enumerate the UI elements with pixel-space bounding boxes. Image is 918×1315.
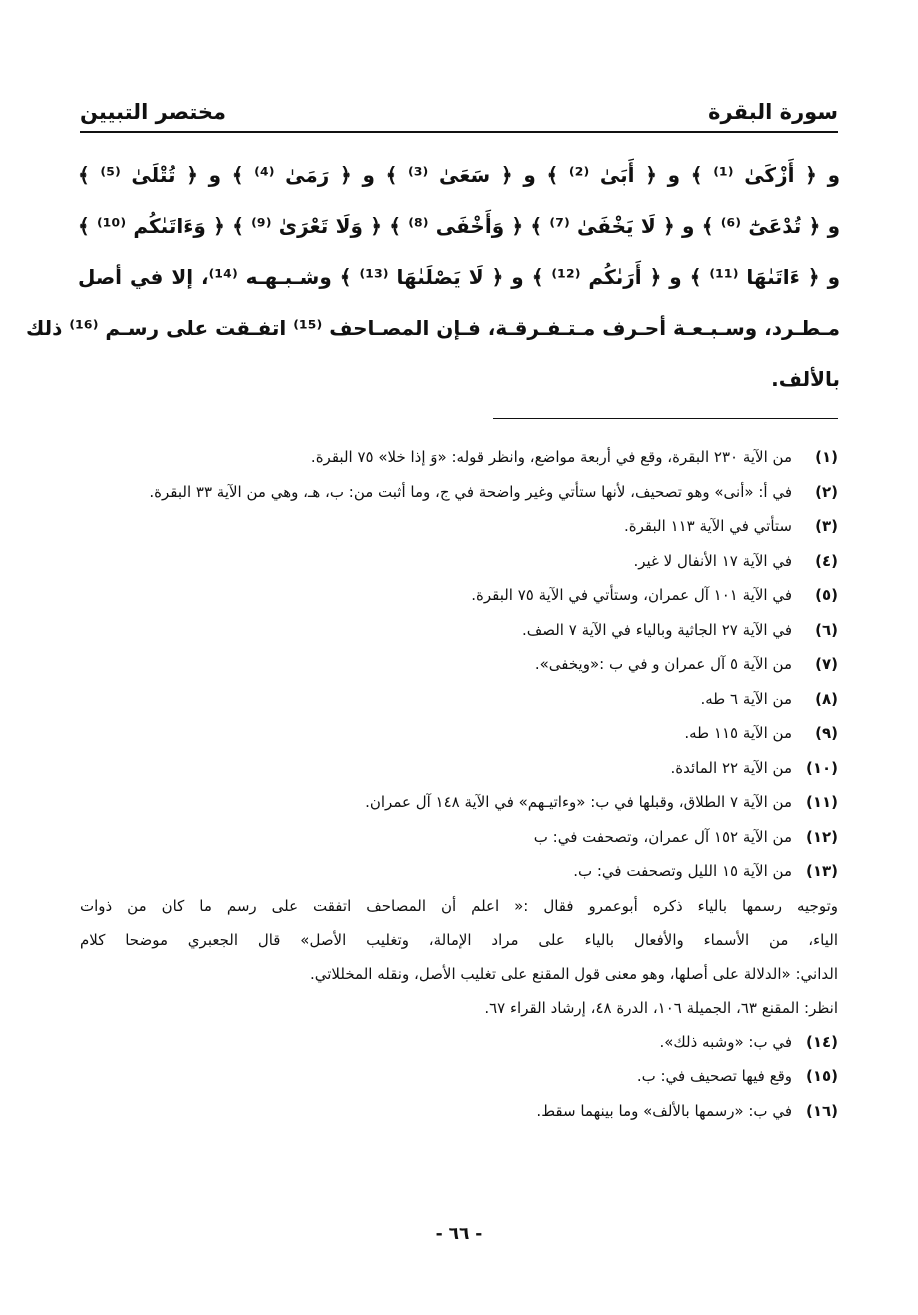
footnote-7 xyxy=(80,647,838,682)
footnote-number: (١٤) xyxy=(805,1032,838,1051)
page-number: - ٦٦ - xyxy=(435,1224,483,1244)
main-text xyxy=(26,150,841,405)
footnote-text: من الآية ٥ آل عمران و في ب :«ويخفى». xyxy=(534,655,792,673)
footnote-13-continuation-line: وتوجيه رسمها بالياء ذكره أبوعمرو فقال :« اعلم أن المصاحف اتفقت على رسم ما كان من ذوات xyxy=(80,896,838,915)
footnote-number: (١٠) xyxy=(805,758,838,777)
footnote-text: من الآية ٦ طه. xyxy=(700,689,792,708)
header-book-title: مختصر التبيين xyxy=(80,100,227,124)
footnote-text: من الآية ١١٥ طه. xyxy=(684,724,792,742)
footnote-11 xyxy=(80,785,838,820)
header-surah-title: سورة البقرة xyxy=(708,100,838,124)
footnote-number: (١٣) xyxy=(805,862,838,880)
footnote-13-continuation-line: انظر: المقنع ٦٣، الجميلة ١٠٦، الدرة ٤٨، إرشاد القراء ٦٧. xyxy=(484,998,838,1017)
footnote-text: من الآية ١٥٢ آل عمران، وتصحفت في: ب xyxy=(533,827,792,846)
footnote-number: (١٢) xyxy=(805,827,838,846)
footnote-number: (٣) xyxy=(815,517,838,535)
footnote-10 xyxy=(80,751,838,786)
footnote-number: (١) xyxy=(815,448,838,466)
header-rule xyxy=(80,131,838,133)
main-text-line: مـطـرد، وسـبـعـة أحـرف مـتـفـرقـة، فـإن المصـاحف ⁽¹⁵⁾ اتفـقت على رسـم ⁽¹⁶⁾ ذلك xyxy=(26,316,840,340)
footnote-text: في الآية ١٧ الأنفال لا غير. xyxy=(633,551,792,570)
main-text-line: و ﴿ ءَاتَىٰهَا ⁽¹¹⁾ ﴾ و ﴿ أَرَىٰكُم ⁽¹²⁾ ﴾ و ﴿ لَا يَصْلَىٰهَا ⁽¹³⁾ ﴾ وشـبـهـه ⁽¹⁴⁾، إلا في أصل xyxy=(78,265,840,289)
footnotes xyxy=(80,440,838,1128)
running-header xyxy=(80,84,838,124)
main-text-line: و ﴿ أَزْكَىٰ ⁽¹⁾ ﴾ و ﴿ أَبَىٰ ⁽²⁾ ﴾ و ﴿ سَعَىٰ ⁽³⁾ ﴾ و ﴿ رَمَىٰ ⁽⁴⁾ ﴾ و ﴿ تُتْلَىٰ ⁽⁵⁾ ﴾ xyxy=(78,163,840,187)
footnote-13-continuation-line: الياء، من الأسماء والأفعال بالياء على مراد الإمالة، وتغليب الأصل» قال الجعبري موضحا كلام xyxy=(80,930,838,949)
main-text-line: بالألف. xyxy=(771,367,840,391)
footnote-12 xyxy=(80,820,838,855)
footnote-text: ستأتي في الآية ١١٣ البقرة. xyxy=(624,517,792,535)
footnote-separator xyxy=(493,418,838,419)
footnote-number: (٥) xyxy=(815,586,838,604)
footnote-text: من الآية ٢٣٠ البقرة، وقع في أربعة مواضع، وانظر قوله: «وَ إذا خلا» ٧٥ البقرة. xyxy=(310,448,792,466)
footnote-number: (٦) xyxy=(815,620,838,639)
footnote-text: وقع فيها تصحيف في: ب. xyxy=(636,1067,792,1085)
footnote-6 xyxy=(80,613,838,648)
footnote-number: (١١) xyxy=(805,793,838,811)
footnote-text: من الآية ٧ الطلاق، وقبلها في ب: «وءاتيـهم» في الآية ١٤٨ آل عمران. xyxy=(365,793,792,811)
footnote-2 xyxy=(80,475,838,510)
footnote-text: في الآية ٢٧ الجاثية وبالياء في الآية ٧ الصف. xyxy=(521,620,792,639)
footnote-text: في ب: «رسمها بالألف» وما بينهما سقط. xyxy=(536,1101,792,1120)
footnote-4 xyxy=(80,544,838,579)
footnote-number: (٩) xyxy=(815,724,838,742)
footnote-3 xyxy=(80,509,838,544)
footnote-number: (٢) xyxy=(815,482,838,501)
footnote-number: (٤) xyxy=(815,551,838,570)
footnote-9 xyxy=(80,716,838,751)
footnote-13 xyxy=(80,854,838,889)
footnote-15 xyxy=(80,1059,838,1094)
footnote-text: في أ: «أنى» وهو تصحيف، لأنها ستأتي وغير واضحة في ج، وما أثبت من: ب، هـ، وهي من الآية ٣٣ البقرة. xyxy=(149,482,792,501)
footnote-13-continuation-line: الداني: «الدلالة على أصلها، وهو معنى قول المقنع على تغليب الأصل، ونقله المخللاتي. xyxy=(309,964,838,983)
footnote-number: (١٦) xyxy=(805,1101,838,1120)
main-text-line: و ﴿ تُدْعَىٰٓ ⁽⁶⁾ ﴾ و ﴿ لَا يَخْفَىٰ ⁽⁷⁾ ﴾ ﴿ وَأَخْفَى ⁽⁸⁾ ﴾ ﴿ وَلَا تَعْرَىٰ ⁽⁹⁾ ﴾ ﴿ وَءَاتَىٰكُم ⁽¹⁰⁾ ﴾ xyxy=(78,214,841,238)
footnote-16 xyxy=(80,1094,838,1129)
footnote-number: (٨) xyxy=(815,689,838,708)
footnote-5 xyxy=(80,578,838,613)
footnote-number: (١٥) xyxy=(805,1067,838,1085)
footnote-14 xyxy=(80,1025,838,1060)
footnote-text: من الآية ١٥ الليل وتصحفت في: ب. xyxy=(573,862,792,880)
footnote-8 xyxy=(80,682,838,717)
footnote-1 xyxy=(80,440,838,475)
footnote-number: (٧) xyxy=(815,655,838,673)
footnote-text: في الآية ١٠١ آل عمران، وستأتي في الآية ٧٥ البقرة. xyxy=(471,586,792,604)
footnote-text: من الآية ٢٢ المائدة. xyxy=(670,758,792,777)
footnote-text: في ب: «وشبه ذلك». xyxy=(659,1032,792,1051)
